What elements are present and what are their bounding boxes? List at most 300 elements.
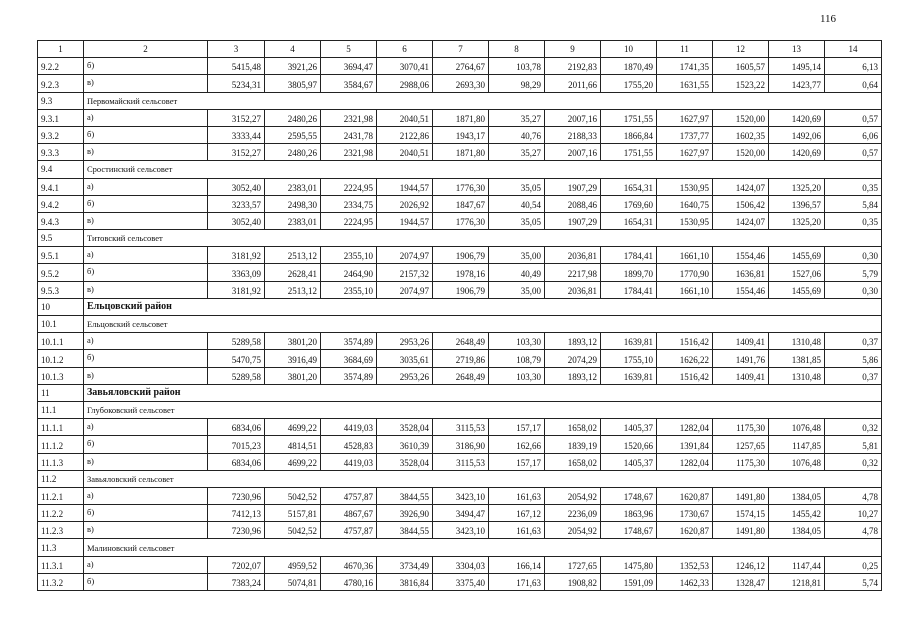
value-cell: 1755,20 bbox=[601, 75, 657, 92]
table-row bbox=[38, 453, 882, 470]
value-cell: 2334,75 bbox=[321, 195, 377, 212]
value-cell: 2074,97 bbox=[377, 247, 433, 264]
value-cell: 2953,26 bbox=[377, 367, 433, 384]
table-row bbox=[38, 75, 882, 92]
value-cell: 1516,42 bbox=[657, 333, 713, 350]
value-cell: 1310,48 bbox=[769, 333, 825, 350]
value-cell: 40,49 bbox=[489, 264, 545, 281]
value-cell: 5,81 bbox=[825, 436, 882, 453]
value-cell: 0,37 bbox=[825, 367, 882, 384]
value-cell: 2431,78 bbox=[321, 126, 377, 143]
value-cell: 1554,46 bbox=[713, 247, 769, 264]
row-code: 9.3 bbox=[38, 92, 84, 109]
value-cell: 1310,48 bbox=[769, 367, 825, 384]
value-cell: 2074,29 bbox=[545, 350, 601, 367]
value-cell: 2236,09 bbox=[545, 505, 601, 522]
value-cell: 1409,41 bbox=[713, 367, 769, 384]
table-body bbox=[38, 58, 882, 591]
value-cell: 1906,79 bbox=[433, 247, 489, 264]
column-number-header: 8 bbox=[489, 41, 545, 58]
value-cell: 1520,00 bbox=[713, 109, 769, 126]
value-cell: 2192,83 bbox=[545, 58, 601, 75]
value-cell: 1899,70 bbox=[601, 264, 657, 281]
row-code: 9.5 bbox=[38, 230, 84, 247]
value-cell: 1907,29 bbox=[545, 212, 601, 229]
value-cell: 3574,89 bbox=[321, 333, 377, 350]
value-cell: 2355,10 bbox=[321, 281, 377, 298]
value-cell: 1147,44 bbox=[769, 556, 825, 573]
value-cell: 1741,35 bbox=[657, 58, 713, 75]
value-cell: 0,30 bbox=[825, 247, 882, 264]
table-row bbox=[38, 58, 882, 75]
column-number-header: 10 bbox=[601, 41, 657, 58]
value-cell: 6834,06 bbox=[208, 419, 265, 436]
value-cell: 1423,77 bbox=[769, 75, 825, 92]
value-cell: 1727,65 bbox=[545, 556, 601, 573]
value-cell: 1944,57 bbox=[377, 212, 433, 229]
value-cell: 3528,04 bbox=[377, 419, 433, 436]
value-cell: 108,79 bbox=[489, 350, 545, 367]
value-cell: 3684,69 bbox=[321, 350, 377, 367]
table-row bbox=[38, 333, 882, 350]
value-cell: 1978,16 bbox=[433, 264, 489, 281]
value-cell: 4699,22 bbox=[265, 453, 321, 470]
value-cell: 5,74 bbox=[825, 573, 882, 590]
value-cell: 1908,82 bbox=[545, 573, 601, 590]
value-cell: 1639,81 bbox=[601, 367, 657, 384]
table-row bbox=[38, 419, 882, 436]
value-cell: 3070,41 bbox=[377, 58, 433, 75]
row-code: 9.3.3 bbox=[38, 144, 84, 161]
value-cell: 1523,22 bbox=[713, 75, 769, 92]
value-cell: 1748,67 bbox=[601, 487, 657, 504]
row-code: 9.5.3 bbox=[38, 281, 84, 298]
value-cell: 1574,15 bbox=[713, 505, 769, 522]
value-cell: 3152,27 bbox=[208, 144, 265, 161]
value-cell: 1175,30 bbox=[713, 419, 769, 436]
value-cell: 2036,81 bbox=[545, 247, 601, 264]
row-subtype: а) bbox=[84, 178, 208, 195]
value-cell: 4699,22 bbox=[265, 419, 321, 436]
table-row bbox=[38, 573, 882, 590]
value-cell: 1658,02 bbox=[545, 453, 601, 470]
value-cell: 1516,42 bbox=[657, 367, 713, 384]
value-cell: 3574,89 bbox=[321, 367, 377, 384]
column-number-header: 4 bbox=[265, 41, 321, 58]
row-code: 11.2 bbox=[38, 470, 84, 487]
row-subtype: а) bbox=[84, 247, 208, 264]
table-row bbox=[38, 281, 882, 298]
value-cell: 3152,27 bbox=[208, 109, 265, 126]
value-cell: 4528,83 bbox=[321, 436, 377, 453]
settlement-header-row bbox=[38, 230, 882, 247]
value-cell: 1325,20 bbox=[769, 212, 825, 229]
value-cell: 1282,04 bbox=[657, 419, 713, 436]
district-title: Ельцовский район bbox=[84, 298, 882, 315]
value-cell: 2764,67 bbox=[433, 58, 489, 75]
value-cell: 0,35 bbox=[825, 212, 882, 229]
column-number-header: 2 bbox=[84, 41, 208, 58]
value-cell: 1218,81 bbox=[769, 573, 825, 590]
value-cell: 3035,61 bbox=[377, 350, 433, 367]
value-cell: 1737,77 bbox=[657, 126, 713, 143]
settlement-header-row bbox=[38, 92, 882, 109]
value-cell: 1530,95 bbox=[657, 212, 713, 229]
value-cell: 1870,49 bbox=[601, 58, 657, 75]
value-cell: 0,57 bbox=[825, 144, 882, 161]
value-cell: 3844,55 bbox=[377, 487, 433, 504]
value-cell: 2011,66 bbox=[545, 75, 601, 92]
settlement-header-row bbox=[38, 539, 882, 556]
value-cell: 1770,90 bbox=[657, 264, 713, 281]
value-cell: 1620,87 bbox=[657, 487, 713, 504]
settlement-header-row bbox=[38, 470, 882, 487]
column-number-row bbox=[38, 41, 882, 58]
value-cell: 1424,07 bbox=[713, 178, 769, 195]
table-row bbox=[38, 436, 882, 453]
table-row bbox=[38, 109, 882, 126]
settlement-header-row bbox=[38, 316, 882, 333]
district-title: Завьяловский район bbox=[84, 384, 882, 401]
value-cell: 3805,97 bbox=[265, 75, 321, 92]
row-code: 11.1.2 bbox=[38, 436, 84, 453]
value-cell: 40,54 bbox=[489, 195, 545, 212]
value-cell: 161,63 bbox=[489, 522, 545, 539]
value-cell: 35,05 bbox=[489, 178, 545, 195]
row-subtype: б) bbox=[84, 350, 208, 367]
page-number: 116 bbox=[819, 13, 837, 25]
column-number-header: 11 bbox=[657, 41, 713, 58]
value-cell: 1751,55 bbox=[601, 109, 657, 126]
value-cell: 2217,98 bbox=[545, 264, 601, 281]
value-cell: 1384,05 bbox=[769, 522, 825, 539]
column-number-header: 7 bbox=[433, 41, 489, 58]
value-cell: 3186,90 bbox=[433, 436, 489, 453]
row-code: 9.2.3 bbox=[38, 75, 84, 92]
value-cell: 1325,20 bbox=[769, 178, 825, 195]
value-cell: 3181,92 bbox=[208, 247, 265, 264]
value-cell: 1636,81 bbox=[713, 264, 769, 281]
value-cell: 5234,31 bbox=[208, 75, 265, 92]
value-cell: 2007,16 bbox=[545, 109, 601, 126]
value-cell: 3115,53 bbox=[433, 419, 489, 436]
value-cell: 1631,55 bbox=[657, 75, 713, 92]
row-subtype: в) bbox=[84, 281, 208, 298]
table-row bbox=[38, 367, 882, 384]
value-cell: 2040,51 bbox=[377, 109, 433, 126]
value-cell: 2480,26 bbox=[265, 109, 321, 126]
value-cell: 1257,65 bbox=[713, 436, 769, 453]
row-code: 9.2.2 bbox=[38, 58, 84, 75]
value-cell: 0,25 bbox=[825, 556, 882, 573]
value-cell: 1495,14 bbox=[769, 58, 825, 75]
value-cell: 1871,80 bbox=[433, 144, 489, 161]
settlement-title: Титовский сельсовет bbox=[84, 230, 882, 247]
table-row bbox=[38, 212, 882, 229]
value-cell: 1784,41 bbox=[601, 281, 657, 298]
value-cell: 2513,12 bbox=[265, 247, 321, 264]
value-cell: 40,76 bbox=[489, 126, 545, 143]
row-subtype: б) bbox=[84, 126, 208, 143]
value-cell: 0,32 bbox=[825, 419, 882, 436]
value-cell: 1658,02 bbox=[545, 419, 601, 436]
value-cell: 4757,87 bbox=[321, 487, 377, 504]
value-cell: 5,79 bbox=[825, 264, 882, 281]
row-code: 9.4 bbox=[38, 161, 84, 178]
value-cell: 1384,05 bbox=[769, 487, 825, 504]
column-number-header: 3 bbox=[208, 41, 265, 58]
value-cell: 1944,57 bbox=[377, 178, 433, 195]
value-cell: 4780,16 bbox=[321, 573, 377, 590]
value-cell: 3816,84 bbox=[377, 573, 433, 590]
value-cell: 3916,49 bbox=[265, 350, 321, 367]
value-cell: 1640,75 bbox=[657, 195, 713, 212]
value-cell: 2693,30 bbox=[433, 75, 489, 92]
value-cell: 4757,87 bbox=[321, 522, 377, 539]
table-row bbox=[38, 247, 882, 264]
table-row bbox=[38, 126, 882, 143]
row-code: 11.1.3 bbox=[38, 453, 84, 470]
value-cell: 1455,42 bbox=[769, 505, 825, 522]
value-cell: 4419,03 bbox=[321, 453, 377, 470]
row-code: 9.5.1 bbox=[38, 247, 84, 264]
value-cell: 0,30 bbox=[825, 281, 882, 298]
value-cell: 4959,52 bbox=[265, 556, 321, 573]
settlement-title: Первомайский сельсовет bbox=[84, 92, 882, 109]
table-row bbox=[38, 505, 882, 522]
row-subtype: а) bbox=[84, 556, 208, 573]
row-code: 11.2.1 bbox=[38, 487, 84, 504]
value-cell: 35,27 bbox=[489, 144, 545, 161]
value-cell: 1591,09 bbox=[601, 573, 657, 590]
value-cell: 1755,10 bbox=[601, 350, 657, 367]
value-cell: 6,06 bbox=[825, 126, 882, 143]
value-cell: 1620,87 bbox=[657, 522, 713, 539]
value-cell: 1863,96 bbox=[601, 505, 657, 522]
value-cell: 2383,01 bbox=[265, 212, 321, 229]
value-cell: 1147,85 bbox=[769, 436, 825, 453]
row-subtype: б) bbox=[84, 58, 208, 75]
value-cell: 1396,57 bbox=[769, 195, 825, 212]
row-code: 11.2.3 bbox=[38, 522, 84, 539]
row-subtype: б) bbox=[84, 505, 208, 522]
settlement-title: Ельцовский сельсовет bbox=[84, 316, 882, 333]
row-code: 9.5.2 bbox=[38, 264, 84, 281]
value-cell: 35,00 bbox=[489, 247, 545, 264]
value-cell: 2040,51 bbox=[377, 144, 433, 161]
value-cell: 2088,46 bbox=[545, 195, 601, 212]
value-cell: 7230,96 bbox=[208, 487, 265, 504]
value-cell: 3494,47 bbox=[433, 505, 489, 522]
value-cell: 3052,40 bbox=[208, 178, 265, 195]
value-cell: 1776,30 bbox=[433, 212, 489, 229]
settlement-header-row bbox=[38, 401, 882, 418]
value-cell: 1751,55 bbox=[601, 144, 657, 161]
value-cell: 1409,41 bbox=[713, 333, 769, 350]
value-cell: 2595,55 bbox=[265, 126, 321, 143]
table-row bbox=[38, 144, 882, 161]
value-cell: 1661,10 bbox=[657, 281, 713, 298]
row-code: 11.3.2 bbox=[38, 573, 84, 590]
column-number-header: 5 bbox=[321, 41, 377, 58]
value-cell: 1381,85 bbox=[769, 350, 825, 367]
value-cell: 0,32 bbox=[825, 453, 882, 470]
column-number-header: 12 bbox=[713, 41, 769, 58]
table-row bbox=[38, 556, 882, 573]
value-cell: 1520,00 bbox=[713, 144, 769, 161]
table-row bbox=[38, 350, 882, 367]
value-cell: 5289,58 bbox=[208, 333, 265, 350]
row-code: 11.2.2 bbox=[38, 505, 84, 522]
value-cell: 1420,69 bbox=[769, 109, 825, 126]
row-subtype: а) bbox=[84, 419, 208, 436]
table-row bbox=[38, 195, 882, 212]
value-cell: 5042,52 bbox=[265, 487, 321, 504]
value-cell: 2498,30 bbox=[265, 195, 321, 212]
value-cell: 5074,81 bbox=[265, 573, 321, 590]
value-cell: 2074,97 bbox=[377, 281, 433, 298]
value-cell: 1654,31 bbox=[601, 178, 657, 195]
value-cell: 1424,07 bbox=[713, 212, 769, 229]
row-subtype: а) bbox=[84, 487, 208, 504]
value-cell: 2224,95 bbox=[321, 178, 377, 195]
value-cell: 1520,66 bbox=[601, 436, 657, 453]
value-cell: 7412,13 bbox=[208, 505, 265, 522]
value-cell: 3304,03 bbox=[433, 556, 489, 573]
value-cell: 1554,46 bbox=[713, 281, 769, 298]
value-cell: 3610,39 bbox=[377, 436, 433, 453]
value-cell: 1627,97 bbox=[657, 144, 713, 161]
value-cell: 35,05 bbox=[489, 212, 545, 229]
value-cell: 3375,40 bbox=[433, 573, 489, 590]
settlement-title: Завьяловский сельсовет bbox=[84, 470, 882, 487]
value-cell: 1491,80 bbox=[713, 522, 769, 539]
value-cell: 3233,57 bbox=[208, 195, 265, 212]
row-code: 11.1 bbox=[38, 401, 84, 418]
value-cell: 1893,12 bbox=[545, 333, 601, 350]
value-cell: 2628,41 bbox=[265, 264, 321, 281]
value-cell: 4,78 bbox=[825, 522, 882, 539]
value-cell: 3584,67 bbox=[321, 75, 377, 92]
value-cell: 1839,19 bbox=[545, 436, 601, 453]
settlement-title: Глубоковский сельсовет bbox=[84, 401, 882, 418]
settlement-header-row bbox=[38, 161, 882, 178]
value-cell: 3363,09 bbox=[208, 264, 265, 281]
value-cell: 167,12 bbox=[489, 505, 545, 522]
value-cell: 3844,55 bbox=[377, 522, 433, 539]
value-cell: 1730,67 bbox=[657, 505, 713, 522]
value-cell: 2383,01 bbox=[265, 178, 321, 195]
value-cell: 1769,60 bbox=[601, 195, 657, 212]
value-cell: 3926,90 bbox=[377, 505, 433, 522]
value-cell: 2355,10 bbox=[321, 247, 377, 264]
value-cell: 1175,30 bbox=[713, 453, 769, 470]
table-row bbox=[38, 487, 882, 504]
row-code: 11 bbox=[38, 384, 84, 401]
value-cell: 2648,49 bbox=[433, 367, 489, 384]
value-cell: 1076,48 bbox=[769, 453, 825, 470]
value-cell: 3333,44 bbox=[208, 126, 265, 143]
value-cell: 157,17 bbox=[489, 419, 545, 436]
value-cell: 2036,81 bbox=[545, 281, 601, 298]
value-cell: 1455,69 bbox=[769, 281, 825, 298]
value-cell: 3423,10 bbox=[433, 522, 489, 539]
value-cell: 1391,84 bbox=[657, 436, 713, 453]
value-cell: 6,13 bbox=[825, 58, 882, 75]
value-cell: 4670,36 bbox=[321, 556, 377, 573]
district-header-row bbox=[38, 384, 882, 401]
value-cell: 5289,58 bbox=[208, 367, 265, 384]
value-cell: 103,30 bbox=[489, 333, 545, 350]
value-cell: 162,66 bbox=[489, 436, 545, 453]
row-code: 9.4.1 bbox=[38, 178, 84, 195]
row-subtype: б) bbox=[84, 573, 208, 590]
value-cell: 7383,24 bbox=[208, 573, 265, 590]
value-cell: 4814,51 bbox=[265, 436, 321, 453]
value-cell: 7202,07 bbox=[208, 556, 265, 573]
value-cell: 2026,92 bbox=[377, 195, 433, 212]
value-cell: 3052,40 bbox=[208, 212, 265, 229]
value-cell: 1943,17 bbox=[433, 126, 489, 143]
value-cell: 1627,97 bbox=[657, 109, 713, 126]
value-cell: 1784,41 bbox=[601, 247, 657, 264]
value-cell: 103,30 bbox=[489, 367, 545, 384]
value-cell: 4867,67 bbox=[321, 505, 377, 522]
value-cell: 1492,06 bbox=[769, 126, 825, 143]
value-cell: 157,17 bbox=[489, 453, 545, 470]
value-cell: 2988,06 bbox=[377, 75, 433, 92]
settlement-title: Сростинский сельсовет bbox=[84, 161, 882, 178]
value-cell: 1076,48 bbox=[769, 419, 825, 436]
value-cell: 3181,92 bbox=[208, 281, 265, 298]
row-subtype: б) bbox=[84, 264, 208, 281]
value-cell: 35,27 bbox=[489, 109, 545, 126]
value-cell: 161,63 bbox=[489, 487, 545, 504]
row-subtype: в) bbox=[84, 522, 208, 539]
value-cell: 1491,76 bbox=[713, 350, 769, 367]
value-cell: 7230,96 bbox=[208, 522, 265, 539]
row-code: 9.4.2 bbox=[38, 195, 84, 212]
value-cell: 1626,22 bbox=[657, 350, 713, 367]
column-number-header: 14 bbox=[825, 41, 882, 58]
value-cell: 3801,20 bbox=[265, 333, 321, 350]
row-code: 11.3.1 bbox=[38, 556, 84, 573]
value-cell: 3694,47 bbox=[321, 58, 377, 75]
value-cell: 2719,86 bbox=[433, 350, 489, 367]
row-code: 10.1.3 bbox=[38, 367, 84, 384]
value-cell: 1506,42 bbox=[713, 195, 769, 212]
value-cell: 0,35 bbox=[825, 178, 882, 195]
value-cell: 103,78 bbox=[489, 58, 545, 75]
value-cell: 1893,12 bbox=[545, 367, 601, 384]
value-cell: 4419,03 bbox=[321, 419, 377, 436]
value-cell: 1405,37 bbox=[601, 419, 657, 436]
value-cell: 2122,86 bbox=[377, 126, 433, 143]
value-cell: 5157,81 bbox=[265, 505, 321, 522]
row-subtype: б) bbox=[84, 195, 208, 212]
value-cell: 2321,98 bbox=[321, 144, 377, 161]
value-cell: 2648,49 bbox=[433, 333, 489, 350]
value-cell: 1530,95 bbox=[657, 178, 713, 195]
row-code: 10.1.2 bbox=[38, 350, 84, 367]
value-cell: 2480,26 bbox=[265, 144, 321, 161]
value-cell: 1776,30 bbox=[433, 178, 489, 195]
column-number-header: 6 bbox=[377, 41, 433, 58]
value-cell: 3115,53 bbox=[433, 453, 489, 470]
row-code: 9.3.2 bbox=[38, 126, 84, 143]
value-cell: 1907,29 bbox=[545, 178, 601, 195]
value-cell: 5,86 bbox=[825, 350, 882, 367]
